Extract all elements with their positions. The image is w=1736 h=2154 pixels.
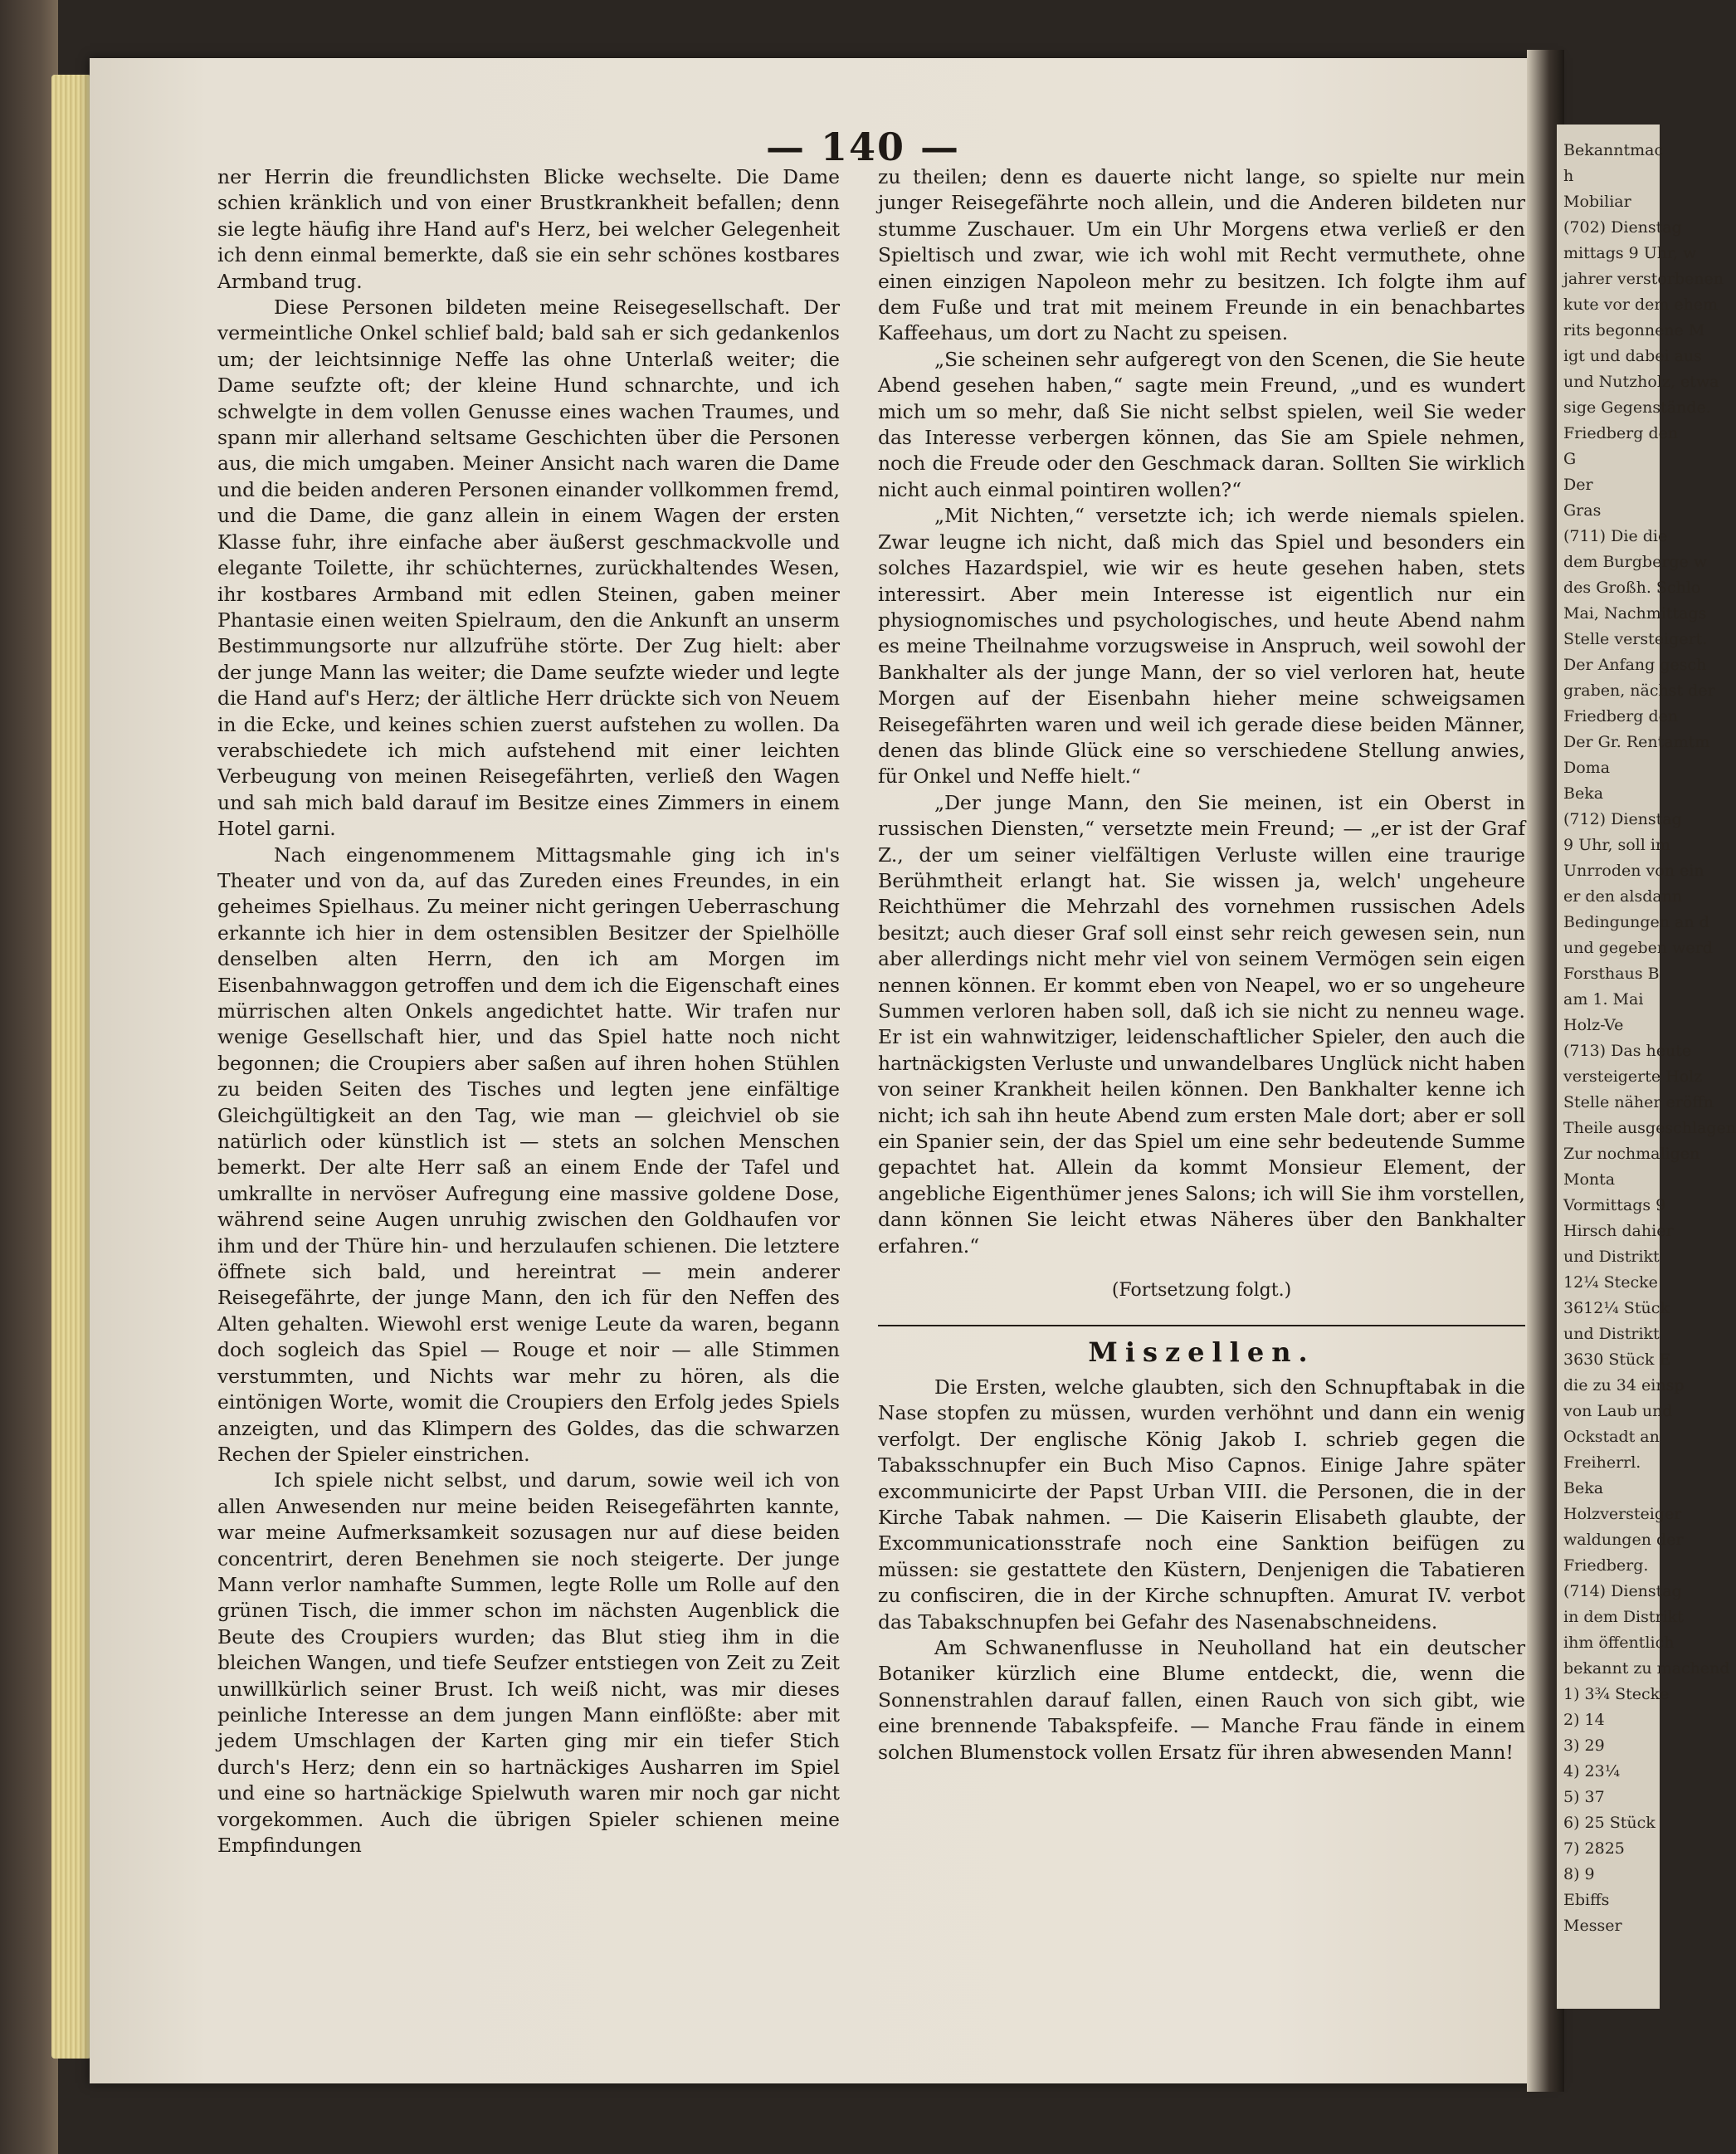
next-page-text: 2) 14: [1563, 1711, 1605, 1729]
next-page-text: Der Anfang gesch: [1563, 656, 1707, 674]
paragraph: ner Herrin die freundlichsten Blicke wechselte. Die Dame schien kränklich und von einer Brustkrankheit befallen; denn sie legte häufig ihre Hand auf's Herz, bei welcher Gelegenheit ich denn einmal bemerkte, daß sie ein sehr schönes kostbares Armband trug.: [217, 165, 840, 293]
next-page-text: 1) 3¾ Stecke: [1563, 1685, 1670, 1703]
next-page-text: Bedingungen an d: [1563, 913, 1709, 931]
page-number: — 140 —: [765, 125, 961, 169]
next-page-text: 5) 37: [1563, 1788, 1605, 1806]
book-spine-edge: [0, 0, 58, 2154]
next-page-text: Mobiliar: [1563, 193, 1631, 211]
next-page-text: Holz-Ve: [1563, 1016, 1624, 1034]
next-page-text: rits begonnene M: [1563, 321, 1705, 339]
paragraph: „Der junge Mann, den Sie meinen, ist ein Oberst in russischen Diensten,“ versetzte mein Freund; — „er ist der Graf Z., der um seiner vielfältigen Verluste willen eine traurige Berühmtheit erlangt hat. Sie wissen ja, welch' ungeheure Reichthümer die Mehrzahl des vornehmen russischen Adels besitzt; auch dieser Graf soll einst sehr reich gewesen sein, nun aber allerdings nicht mehr viel von seinem Vermögen sein eigen nennen können. Er kommt eben von Neapel, wo er so ungeheure Summen verloren haben soll, daß ich sie nicht zu nenneu wage. Er ist ein wahnwitziger, leidenschaftlicher Spieler, den auch die hartnäckigsten Verluste und unwandelbares Unglück nicht haben von seiner Krankheit heilen können. Den Bankhalter kenne ich nicht; ich sah ihn heute Abend zum ersten Male dort; aber er soll ein Spanier sein, der das Spiel um eine sehr bedeutende Summe gepachtet hat. Allein da kommt Monsieur Element, der angebliche Eigenthümer jenes Salons; ich will Sie ihm vorstellen, dann können Sie leicht etwas Näheres über den Bankhalter erfahren.“: [878, 790, 1525, 1258]
next-page-text: Zur nochmaligen: [1563, 1145, 1700, 1163]
next-page-text: ihm öffentlich: [1563, 1634, 1675, 1652]
next-page-text: bekannt zu machend: [1563, 1659, 1730, 1678]
paragraph: Am Schwanenflusse in Neuholland hat ein deutscher Botaniker kürzlich eine Blume entdeckt, die, wenn die Sonnenstrahlen darauf fallen, einen Rauch von sich gibt, wie eine brennende Tabakspfeife. — Manche Frau fände in einem solchen Blumenstock vollen Ersatz für ihren abwesenden Mann!: [878, 1635, 1525, 1764]
misc-section-title: Miszellen.: [1088, 1336, 1315, 1369]
next-page-text: (711) Die die: [1563, 527, 1668, 545]
next-page-text: die zu 34 einsp: [1563, 1376, 1685, 1394]
next-page-text: Doma: [1563, 759, 1611, 777]
next-page-text: Ockstadt an: [1563, 1428, 1660, 1446]
next-page-text: G: [1563, 450, 1577, 468]
next-page-text: Ebiffs: [1563, 1891, 1610, 1909]
next-page-text: mittags 9 Uhr, w: [1563, 244, 1697, 262]
next-page-text: 9 Uhr, soll im: [1563, 836, 1670, 854]
next-page-text: Beka: [1563, 1479, 1604, 1497]
section-divider: [878, 1325, 1525, 1326]
continued-note: (Fortsetzung folgt.): [1111, 1280, 1292, 1302]
next-page-text: Hirsch dahier: [1563, 1222, 1674, 1240]
next-page-text: er den alsdann: [1563, 887, 1683, 906]
next-page-text: Der: [1563, 476, 1593, 494]
paragraph: zu theilen; denn es dauerte nicht lange, so spielte nur mein junger Reisegefährte noch allein, und die Anderen bildeten nur stumme Zuschauer. Um ein Uhr Morgens etwa verließ er den Spieltisch und zwar, wie ich wohl mit Recht vermuthete, ohne einen einzigen Napoleon mehr zu besitzen. Ich folgte ihm auf dem Fuße und trat mit meinem Freunde in ein benachbartes Kaffeehaus, um dort zu Nacht zu speisen.: [878, 165, 1525, 345]
next-page-text: igt und dabei aus: [1563, 347, 1702, 365]
next-page-text: des Großh. Schlo: [1563, 579, 1701, 597]
next-page-text: jahrer verstorbenen: [1563, 270, 1724, 288]
next-page-text: und Distrikt: [1563, 1248, 1660, 1266]
next-page-text: (713) Das heute: [1563, 1042, 1692, 1060]
paragraph: Ich spiele nicht selbst, und darum, sowie weil ich von allen Anwesenden nur meine beiden Reisegefährten kannte, war meine Aufmerksamkeit sozusagen nur auf diese beiden concentrirt, deren Benehmen sie noch steigerte. Der junge Mann verlor namhafte Summen, legte Rolle um Rolle auf den grünen Tisch, die immer schon im nächsten Augenblick die Beute des Croupiers wurden; das Blut stieg ihm in die bleichen Wangen, und tiefe Seufzer entstiegen von Zeit zu Zeit unwillkürlich seiner Brust. Ich weiß nicht, was mir dieses peinliche Interesse an dem jungen Mann einflößte: aber mit jedem Umschlagen der Karten ging mir ein tiefer Stich durch's Herz; denn ein so hartnäckiges Ausharren im Spiel und eine so hartnäckige Spielwuth waren mir noch gar nicht vorgekommen. Auch die übrigen Spieler schienen meine Empfindungen: [217, 1468, 840, 1857]
next-page-text: Freiherrl.: [1563, 1453, 1641, 1472]
next-page-text: dem Burgberge w: [1563, 553, 1708, 571]
next-page-text: Stelle näher eröffn: [1563, 1093, 1714, 1111]
next-page-text: sige Gegenstände.: [1563, 398, 1711, 417]
next-page-text: Bekanntmac: [1563, 141, 1664, 159]
paragraph: „Sie scheinen sehr aufgeregt von den Scenen, die Sie heute Abend gesehen haben,“ sagte mein Freund, „und es wundert mich um so mehr, daß Sie nicht selbst spielen, weil Sie weder das Interesse verbergen können, das Sie am Spiele nehmen, noch die Freude oder den Geschmack daran. Sollten Sie wirklich nicht auch einmal pointiren wollen?“: [878, 347, 1525, 501]
next-page-text: Friedberg den: [1563, 707, 1679, 725]
next-page-text: von Laub und: [1563, 1402, 1673, 1420]
next-page-text: Beka: [1563, 784, 1604, 803]
next-page-text: Holzversteiger: [1563, 1505, 1682, 1523]
next-page-text: 3630 Stück E: [1563, 1351, 1671, 1369]
next-page-text: in dem Distrikt: [1563, 1608, 1684, 1626]
paragraph: „Mit Nichten,“ versetzte ich; ich werde niemals spielen. Zwar leugne ich nicht, daß mich das Spiel und besonders ein solches Hazardspiel, wie wir es heute gesehen haben, stets interessirt. Aber mein Interesse ist eigentlich nur ein physiognomisches und psychologisches, und heute Abend nahm es meine Theilnahme vorzugsweise in Anspruch, weil sowohl der Bankhalter als der junge Mann, der so viel verloren hat, heute Morgen auf der Eisenbahn hieher meine schweigsamen Reisegefährten waren und weil ich gerade diese beiden Männer, denen das blinde Glück eine so verschiedene Stellung anwies, für Onkel und Neffe hielt.“: [878, 504, 1525, 789]
next-page-text: und gegeben werd: [1563, 939, 1713, 957]
paragraph: Diese Personen bildeten meine Reisegesellschaft. Der vermeintliche Onkel schlief bald; bald sah er sich gedankenlos um; der leichtsinnige Neffe las ohne Unterlaß weiter; die Dame seufzte oft; der kleine Hund schnarchte, und ich schwelgte in dem vollen Genusse eines wachen Traumes, und spann mir allerhand seltsame Geschichten über die Personen aus, die mich umgaben. Meiner Ansicht nach waren die Dame und die beiden anderen Personen einander vollkommen fremd, und die Dame, die ganz allein in einem Wagen der ersten Klasse fuhr, ihre einfache aber äußerst geschmackvolle und elegante Toilette, ihr schüchternes, zurückhaltendes Wesen, ihr kostbares Armband mit edlen Steinen, gaben meiner Phantasie einen weiten Spielraum, den die Ankunft an unserm Bestimmungsorte nur allzufrühe störte. Der Zug hielt: aber der junge Mann las weiter; die Dame seufzte wieder und legte die Hand auf's Herz; der ältliche Herr drückte sich von Neuem in die Ecke, und keines schien zuerst aufstehen zu wollen. Da verabschiedete ich mich aufstehend mit einer leichten Verbeugung von meinen Reisegefährten, verließ den Wagen und sah mich bald darauf im Besitze eines Zimmers in einem Hotel garni.: [217, 296, 840, 841]
next-page-fragment: [1557, 125, 1736, 2009]
next-page-text: Friedberg.: [1563, 1556, 1649, 1575]
next-page-text: am 1. Mai: [1563, 990, 1644, 1009]
next-page-text: Der Gr. Rentamtm: [1563, 733, 1710, 751]
next-page-text: 4) 23¼: [1563, 1762, 1621, 1780]
next-page-text: Messer: [1563, 1917, 1622, 1935]
next-page-text: und Nutzholz, etwa: [1563, 373, 1719, 391]
next-page-text: Mai, Nachmittags: [1563, 604, 1707, 623]
next-page-text: versteigerte Holz: [1563, 1067, 1703, 1086]
next-page-text: 12¼ Stecke: [1563, 1273, 1658, 1292]
next-page-text: und Distrikt: [1563, 1325, 1660, 1343]
right-column: [878, 164, 1525, 1907]
next-page-text: Stelle versteigert.: [1563, 630, 1708, 648]
next-page-text: (702) Dienstag: [1563, 218, 1682, 237]
next-page-text: Friedberg den: [1563, 424, 1679, 442]
misc-section: [878, 1375, 1525, 1766]
next-page-text: Theile ausgeschlagen: [1563, 1119, 1736, 1137]
next-page-text: Unrroden von ein: [1563, 862, 1704, 880]
left-column: [217, 164, 840, 1891]
next-page-text: 3) 29: [1563, 1736, 1605, 1755]
next-page-text: 6) 25 Stück: [1563, 1814, 1656, 1832]
next-page-text: 8) 9: [1563, 1865, 1595, 1883]
next-page-text: (714) Dienstag: [1563, 1582, 1682, 1600]
story-continuation: [878, 164, 1525, 1259]
next-page-text: kute vor dem ehem: [1563, 296, 1719, 314]
next-page-text: h: [1563, 167, 1574, 185]
paragraph: Nach eingenommenem Mittagsmahle ging ich in's Theater und von da, auf das Zureden eines Freundes, in ein geheimes Spielhaus. Zu meiner nicht geringen Ueberraschung erkannte ich hier in dem ostensiblen Besitzer der Spielhölle denselben alten Herrn, den ich am Morgen im Eisenbahnwaggon getroffen und dem ich die Eigenschaft eines mürrischen alten Onkels angedichtet hatte. Wir trafen nur wenige Gesellschaft hier, und das Spiel hatte noch nicht begonnen; die Croupiers aber saßen auf ihren hohen Stühlen zu beiden Seiten des Tisches und legten jene einfältige Gleichgültigkeit an den Tag, wie man — gleichviel ob sie natürlich oder künstlich ist — stets an solchen Menschen bemerkt. Der alte Herr saß an einem Ende der Tafel und umkrallte in nervöser Aufregung eine massive goldene Dose, während seine Augen unruhig zwischen den Goldhaufen vor ihm und der Thüre hin- und herzulaufen schienen. Die letztere öffnete sich bald, und hereintrat — mein anderer Reisegefährte, der junge Mann, den ich für den Neffen des Alten gehalten. Wiewohl erst wenige Leute da waren, begann doch sogleich das Spiel — Rouge et noir — alle Stimmen verstummten, und Nichts war mehr zu hören, als die eintönigen Worte, womit die Croupiers den Erfolg jedes Spiels anzeigten, und das Klimpern des Goldes, das die schwarzen Rechen der Spieler einstrichen.: [217, 843, 840, 1466]
next-page-text: graben, nächst der: [1563, 681, 1715, 700]
next-page-text: 3612¼ Stück: [1563, 1299, 1670, 1317]
paragraph: Die Ersten, welche glaubten, sich den Schnupftabak in die Nase stopfen zu müssen, wurden verhöhnt und dann ein wenig verfolgt. Der englische König Jakob I. schrieb gegen die Tabaksschnupfer ein Buch Miso Capnos. Einige Jahre später excommunicirte der Papst Urban VIII. die Personen, die in der Kirche Tabak nahmen. — Die Kaiserin Elisabeth glaubte, der Excommunicationsstrafe noch eine Sanktion beifügen zu müssen: sie gestattete den Küstern, Denjenigen die Tabatieren zu confisciren, die in der Kirche schnupften. Amurat IV. verbot das Tabakschnupfen bei Gefahr des Nasenabschneidens.: [878, 1375, 1525, 1634]
page-edges: [51, 75, 91, 2059]
next-page-text: 7) 2825: [1563, 1839, 1625, 1858]
next-page-text: waldungen der: [1563, 1531, 1684, 1549]
next-page-text: (712) Dienstag: [1563, 810, 1682, 828]
next-page-text: Vormittags 9: [1563, 1196, 1666, 1214]
next-page-text: Monta: [1563, 1170, 1616, 1189]
next-page-text: Gras: [1563, 501, 1602, 520]
next-page-text: Forsthaus B: [1563, 965, 1660, 983]
